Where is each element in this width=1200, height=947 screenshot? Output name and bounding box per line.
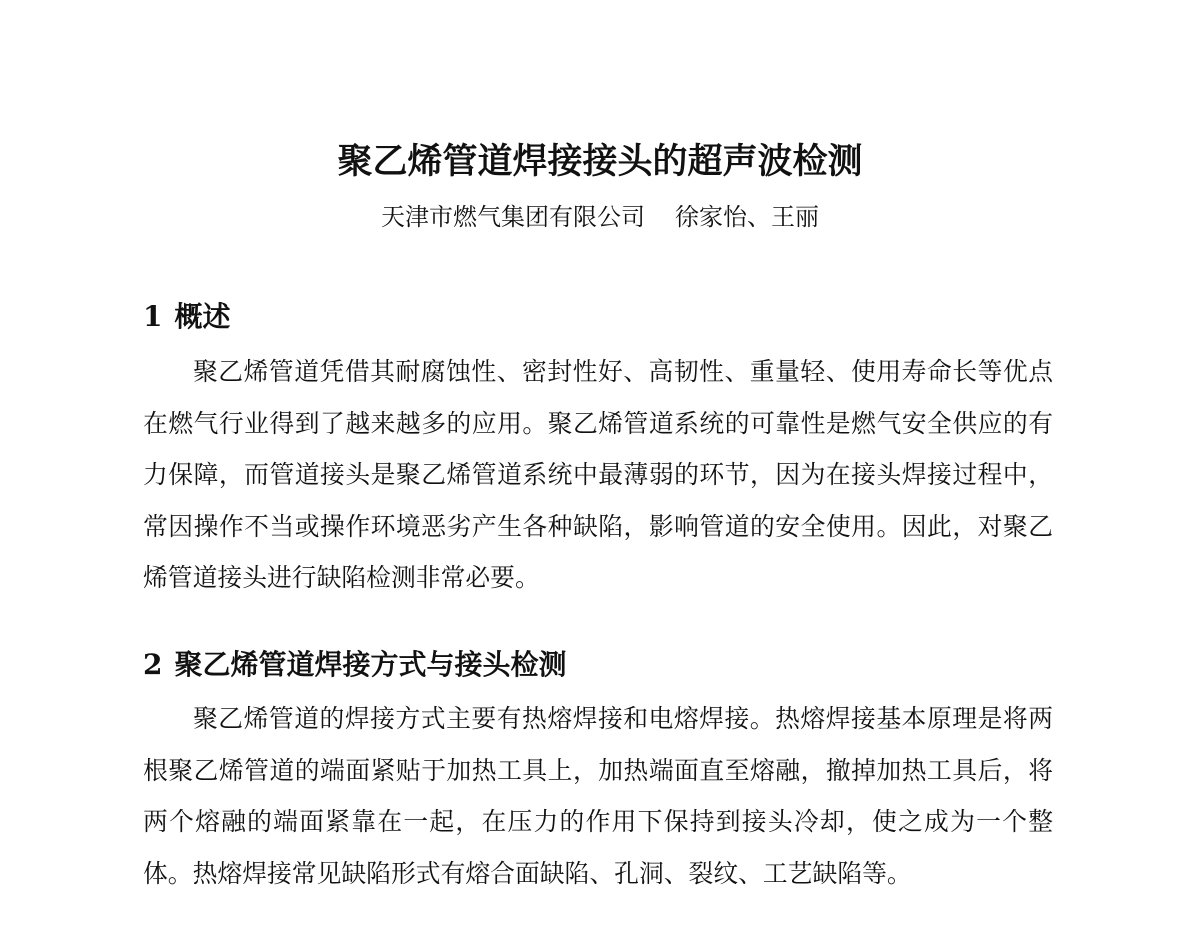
affiliation: 天津市燃气集团有限公司 xyxy=(381,203,645,231)
paper-title: 聚乙烯管道焊接接头的超声波检测 xyxy=(337,141,863,182)
section-paragraph-1: 聚乙烯管道凭借其耐腐蚀性、密封性好、高韧性、重量轻、使用寿命长等优点在燃气行业得到了越来越多的应用。聚乙烯管道系统的可靠性是燃气安全供应的有力保障，而管道接头是聚乙烯管道系统中最薄弱的环节，因为在接头焊接过程中，常因操作不当或操作环境恶劣产生各种缺陷，影响管道的安全使用。因此，对聚乙烯管道接头进行缺陷检测非常必要。 xyxy=(143,357,1053,592)
section-heading-1 xyxy=(143,297,231,337)
section-title: 聚乙烯管道焊接方式与接头检测 xyxy=(174,648,567,681)
section-title: 概述 xyxy=(174,300,231,333)
section-number: 2 xyxy=(143,648,163,681)
author-names: 徐家怡、王丽 xyxy=(675,203,819,231)
author-line xyxy=(0,197,1200,237)
section-heading-2 xyxy=(143,645,567,685)
section-number: 1 xyxy=(143,300,163,333)
section-paragraph-2: 聚乙烯管道的焊接方式主要有热熔焊接和电熔焊接。热熔焊接基本原理是将两根聚乙烯管道的端面紧贴于加热工具上，加热端面直至熔融，撤掉加热工具后，将两个熔融的端面紧靠在一起，在压力的作用下保持到接头冷却，使之成为一个整体。热熔焊接常见缺陷形式有熔合面缺陷、孔洞、裂纹、工艺缺陷等。 xyxy=(143,704,1053,888)
